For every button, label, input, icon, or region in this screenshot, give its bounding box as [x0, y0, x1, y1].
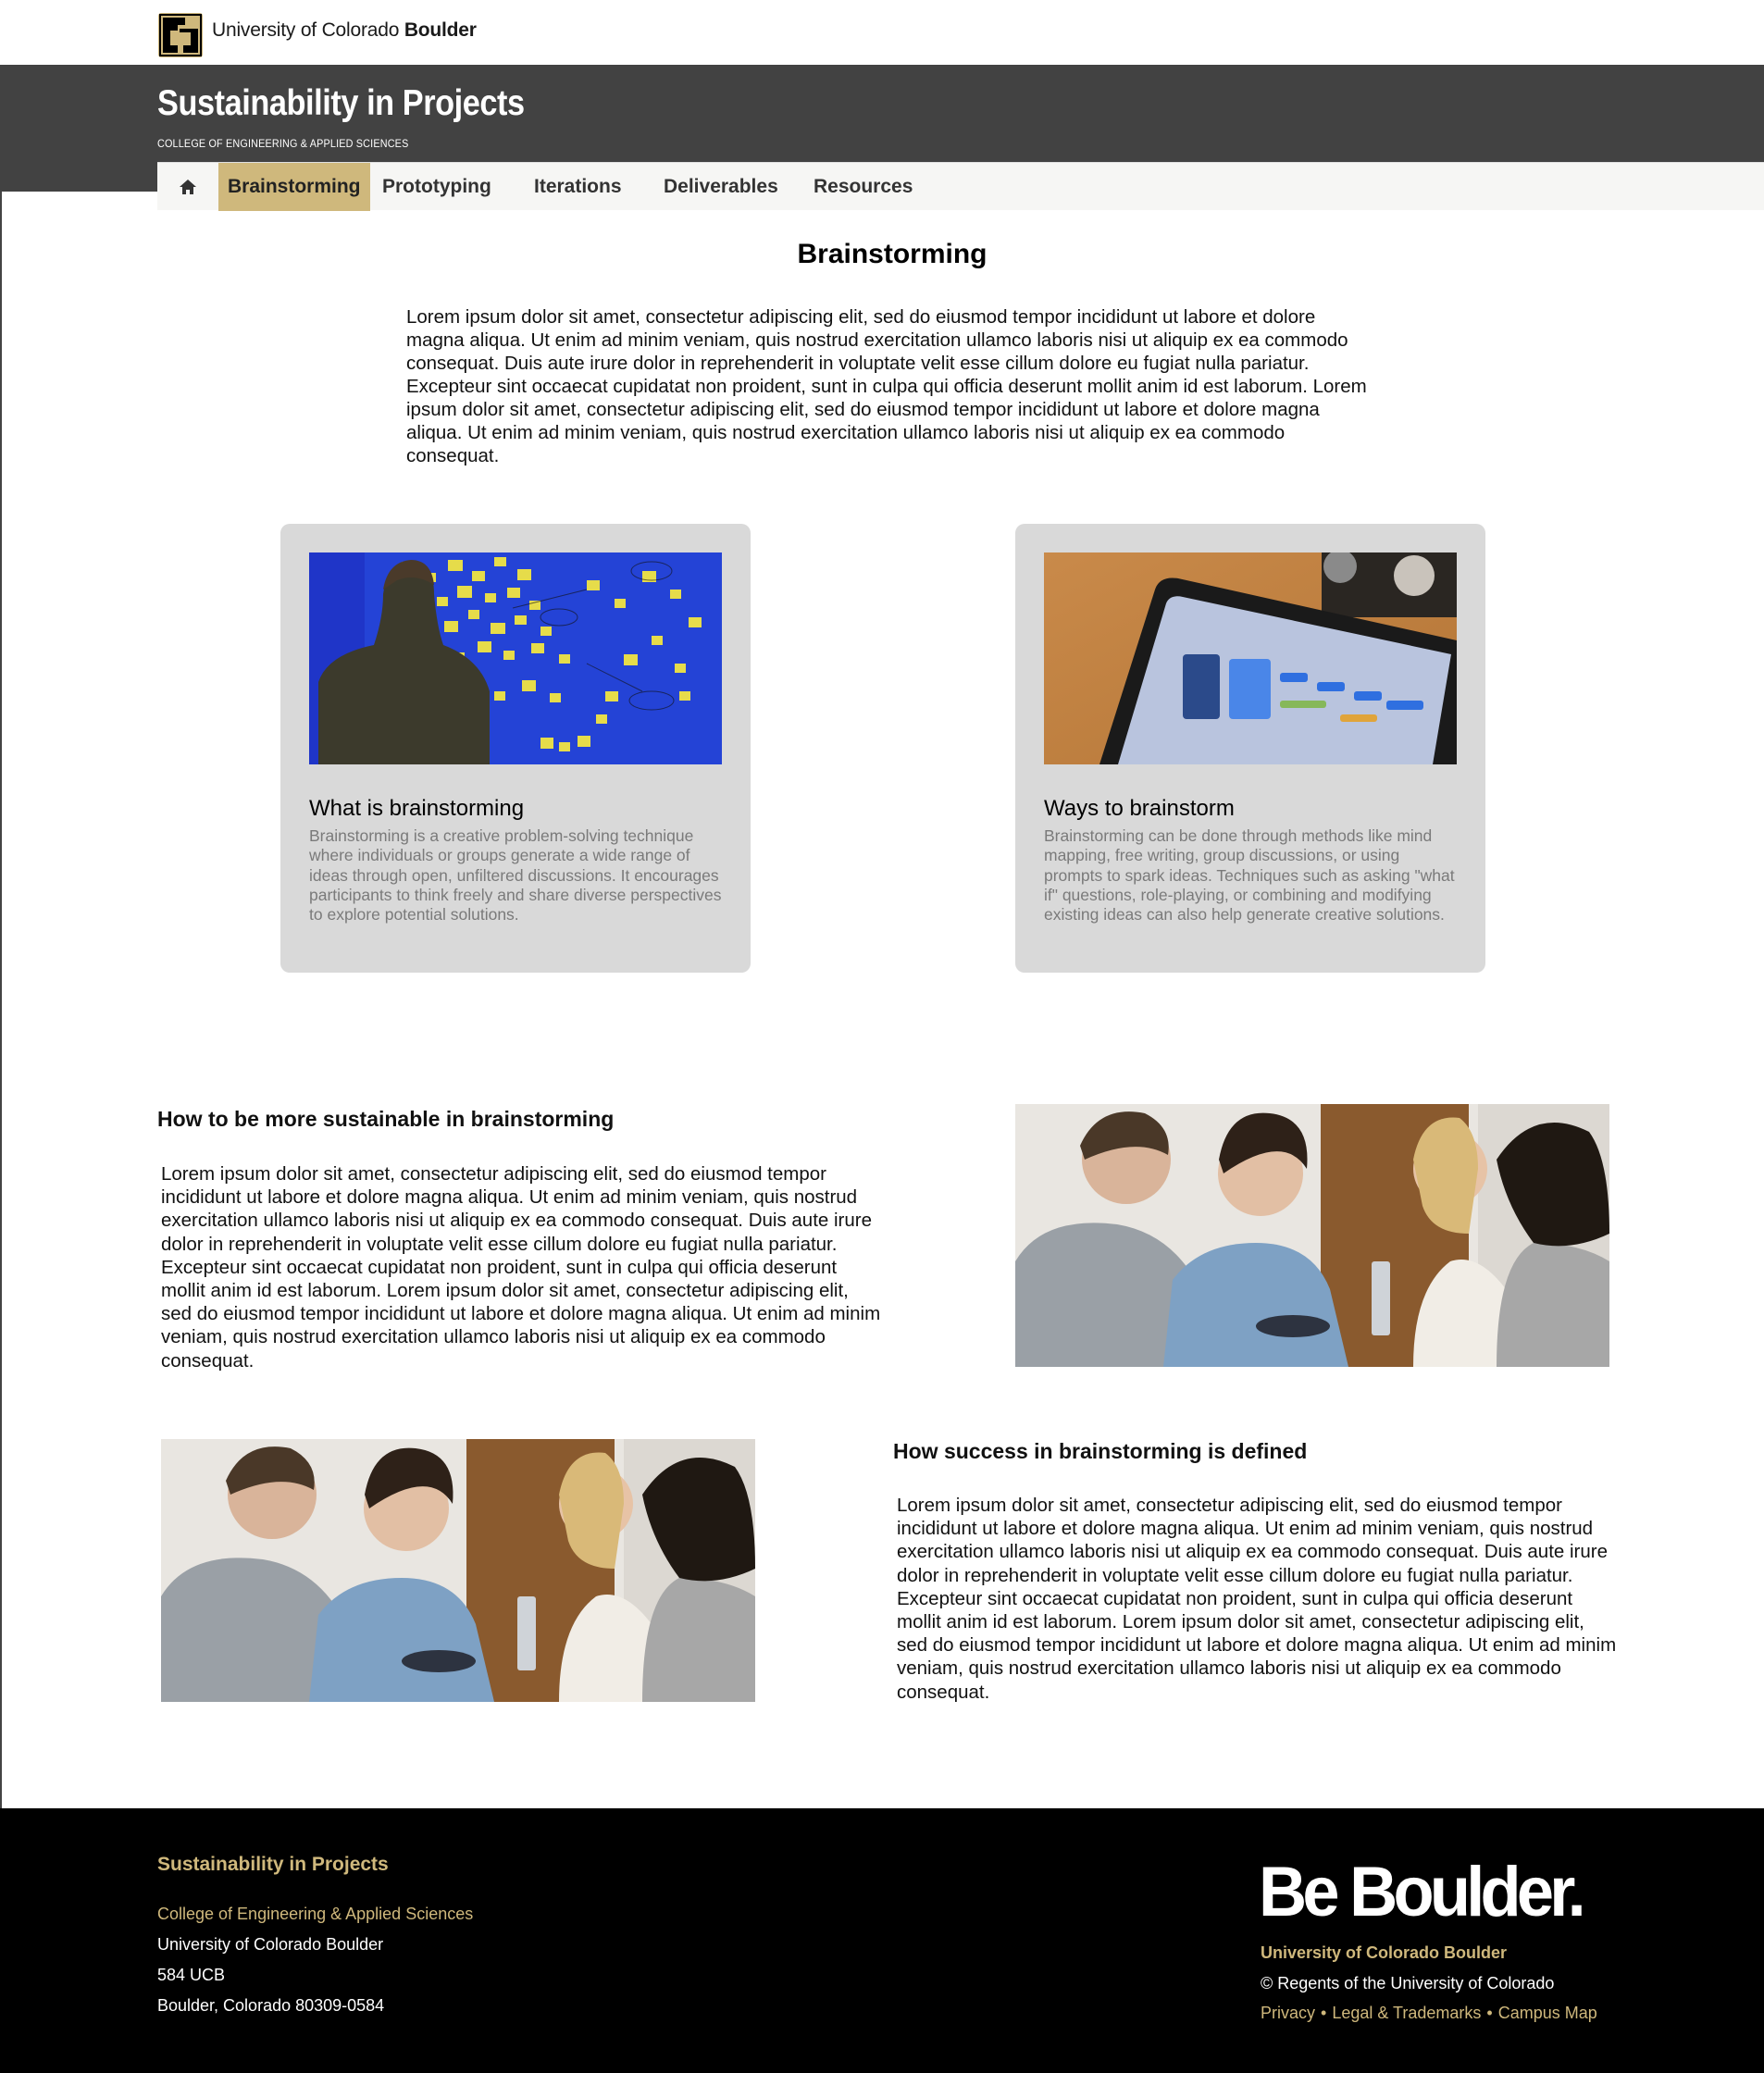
- footer-site-title[interactable]: Sustainability in Projects: [157, 1854, 389, 1875]
- university-bold: Boulder: [404, 19, 477, 41]
- sticky-notes-photo: [309, 552, 722, 764]
- brand-bar: [0, 0, 1764, 65]
- footer-college-link[interactable]: College of Engineering & Applied Sciences: [157, 1905, 474, 1923]
- card-description: Brainstorming can be done through methods like mind mapping, free writing, group discussions, or using prompts to spark ideas. Techniques such as asking "what if" questions, role-playing, or combining and modifying existing ideas can also help generate creative solutions.: [1044, 826, 1455, 925]
- nav-item-resources[interactable]: Resources: [814, 176, 913, 197]
- site-subtitle: COLLEGE OF ENGINEERING & APPLIED SCIENCES: [157, 137, 409, 150]
- footer-copyright: © Regents of the University of Colorado: [1261, 1974, 1555, 1992]
- students-photo: [161, 1439, 755, 1702]
- nav-item-deliverables[interactable]: Deliverables: [664, 176, 778, 197]
- footer-link-privacy[interactable]: Privacy: [1261, 2004, 1316, 2022]
- nav-item-iterations[interactable]: Iterations: [534, 176, 622, 197]
- footer: [0, 1808, 1764, 2073]
- footer-links: [1261, 2004, 1597, 2023]
- home-icon: [179, 179, 197, 195]
- footer-address-line: Boulder, Colorado 80309-0584: [157, 1996, 385, 2015]
- site-header-extension: [0, 162, 157, 192]
- site-title[interactable]: Sustainability in Projects: [157, 83, 525, 123]
- students-photo: [1015, 1104, 1609, 1367]
- card-title: What is brainstorming: [309, 796, 525, 821]
- nav-item-brainstorming[interactable]: Brainstorming: [218, 163, 370, 211]
- card-title: Ways to brainstorm: [1044, 796, 1235, 821]
- footer-address-line: University of Colorado Boulder: [157, 1935, 384, 1954]
- section-paragraph: Lorem ipsum dolor sit amet, consectetur adipiscing elit, sed do eiusmod tempor incididunt ut labore et dolore magna aliqua. Ut enim ad minim veniam, quis nostrud exercitation ullamco laboris nisi ut aliquip ex ea commodo consequat. Duis aute irure dolor in reprehenderit in voluptate velit esse cillum dolore eu fugiat nulla pariatur. Excepteur sint occaecat cupidatat non proident, sunt in culpa qui officia deserunt mollit anim id est laborum. Lorem ipsum dolor sit amet, consectetur adipiscing elit, sed do eiusmod tempor incididunt ut labore et dolore magna aliqua. Ut enim ad minim veniam, quis nostrud exercitation ullamco laboris nisi ut aliquip ex ea commodo consequat.: [161, 1163, 881, 1372]
- nav-item-prototyping[interactable]: Prototyping: [382, 176, 491, 197]
- section-title: How to be more sustainable in brainstorming: [157, 1107, 615, 1131]
- be-boulder-logo[interactable]: Be Boulder.: [1259, 1853, 1582, 1931]
- footer-link-separator: •: [1486, 2004, 1493, 2022]
- page-title: Brainstorming: [797, 239, 988, 269]
- footer-link-campus-map[interactable]: Campus Map: [1497, 2004, 1597, 2022]
- section-title: How success in brainstorming is defined: [893, 1439, 1308, 1463]
- main-nav: [157, 162, 1764, 210]
- footer-link-legal[interactable]: Legal & Trademarks: [1332, 2004, 1482, 2022]
- footer-link-separator: •: [1321, 2004, 1327, 2022]
- card-what-is-brainstorming[interactable]: [280, 524, 751, 973]
- laptop-photo: [1044, 552, 1457, 764]
- footer-university-name[interactable]: University of Colorado Boulder: [1261, 1943, 1508, 1962]
- section-paragraph: Lorem ipsum dolor sit amet, consectetur adipiscing elit, sed do eiusmod tempor incididunt ut labore et dolore magna aliqua. Ut enim ad minim veniam, quis nostrud exercitation ullamco laboris nisi ut aliquip ex ea commodo consequat. Duis aute irure dolor in reprehenderit in voluptate velit esse cillum dolore eu fugiat nulla pariatur. Excepteur sint occaecat cupidatat non proident, sunt in culpa qui officia deserunt mollit anim id est laborum. Lorem ipsum dolor sit amet, consectetur adipiscing elit, sed do eiusmod tempor incididunt ut labore et dolore magna aliqua. Ut enim ad minim veniam, quis nostrud exercitation ullamco laboris nisi ut aliquip ex ea commodo consequat.: [897, 1495, 1617, 1703]
- footer-address-line: 584 UCB: [157, 1966, 226, 1984]
- university-wordmark[interactable]: [212, 19, 477, 42]
- university-prefix: University of Colorado: [212, 19, 400, 41]
- nav-home-button[interactable]: [157, 163, 218, 211]
- cu-logo-icon[interactable]: [157, 12, 204, 58]
- card-ways-to-brainstorm[interactable]: [1015, 524, 1485, 973]
- intro-paragraph: Lorem ipsum dolor sit amet, consectetur adipiscing elit, sed do eiusmod tempor incididunt ut labore et dolore magna aliqua. Ut enim ad minim veniam, quis nostrud exercitation ullamco laboris nisi ut aliquip ex ea commodo consequat. Duis aute irure dolor in reprehenderit in voluptate velit esse cillum dolore eu fugiat nulla pariatur. Excepteur sint occaecat cupidatat non proident, sunt in culpa qui officia deserunt mollit anim id est laborum. Lorem ipsum dolor sit amet, consectetur adipiscing elit, sed do eiusmod tempor incididunt ut labore et dolore magna aliqua. Ut enim ad minim veniam, quis nostrud exercitation ullamco laboris nisi ut aliquip ex ea commodo consequat.: [406, 306, 1367, 466]
- card-description: Brainstorming is a creative problem-solving technique where individuals or groups generate a wide range of ideas through open, unfiltered discussions. It encourages participants to think freely and share diverse perspectives to explore potential solutions.: [309, 826, 722, 925]
